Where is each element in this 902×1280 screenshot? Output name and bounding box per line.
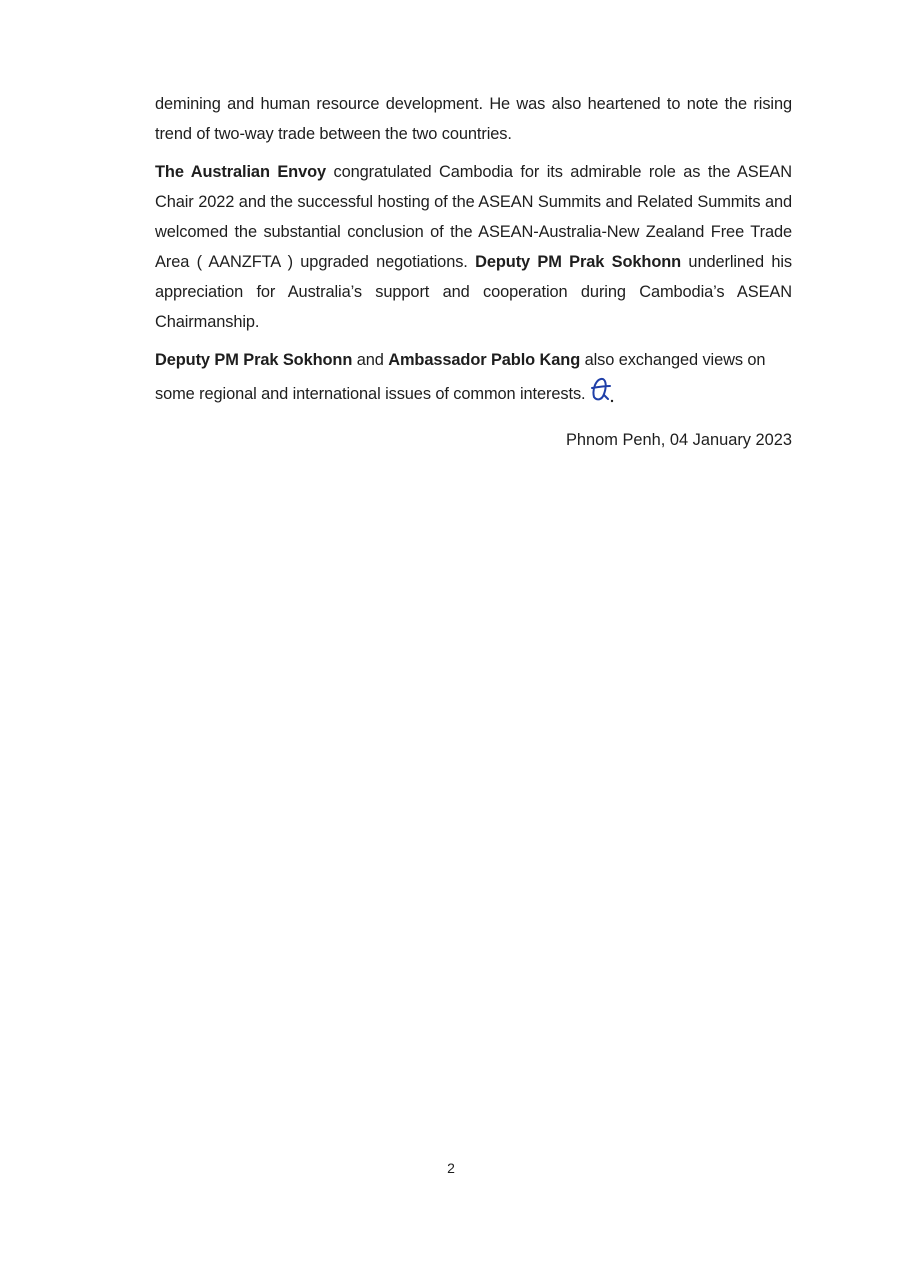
paragraph-trade-development <box>155 89 792 149</box>
page-number: 2 <box>447 1160 455 1176</box>
paragraph-text: also exchanged views on some regional and international issues of common interests. <box>155 351 766 403</box>
speaker-deputy-pm: Deputy PM Prak Sokhonn <box>475 253 682 271</box>
speaker-australian-envoy: The Australian Envoy <box>155 163 327 181</box>
speaker-deputy-pm: Deputy PM Prak Sokhonn <box>155 351 353 369</box>
paragraph-asean-chair <box>155 157 792 337</box>
speaker-ambassador: Ambassador Pablo Kang <box>388 351 581 369</box>
handwritten-initial-icon <box>590 375 614 405</box>
paragraph-text: demining and human resource development. He was also heartened to note the rising trend of two-way trade between the two countries. <box>155 95 792 143</box>
dateline: Phnom Penh, 04 January 2023 <box>566 431 792 449</box>
paragraph-exchanged-views <box>155 345 792 409</box>
paragraph-text: and <box>352 351 389 369</box>
paragraph-text: congratulated Cambodia for its admirable role as the ASEAN Chair 2022 and the successful hosting of the ASEAN Summits and Related Summits and welcomed the substantial conclusion of the ASEAN-Australia-New Zealand Free Trade Area ( AANZFTA ) upgraded negotiations. <box>155 163 792 271</box>
paragraph-text: underlined his appreciation for Australia’s support and cooperation during Cambodia’s ASEAN Chairmanship. <box>155 253 792 331</box>
document-body <box>155 89 792 417</box>
